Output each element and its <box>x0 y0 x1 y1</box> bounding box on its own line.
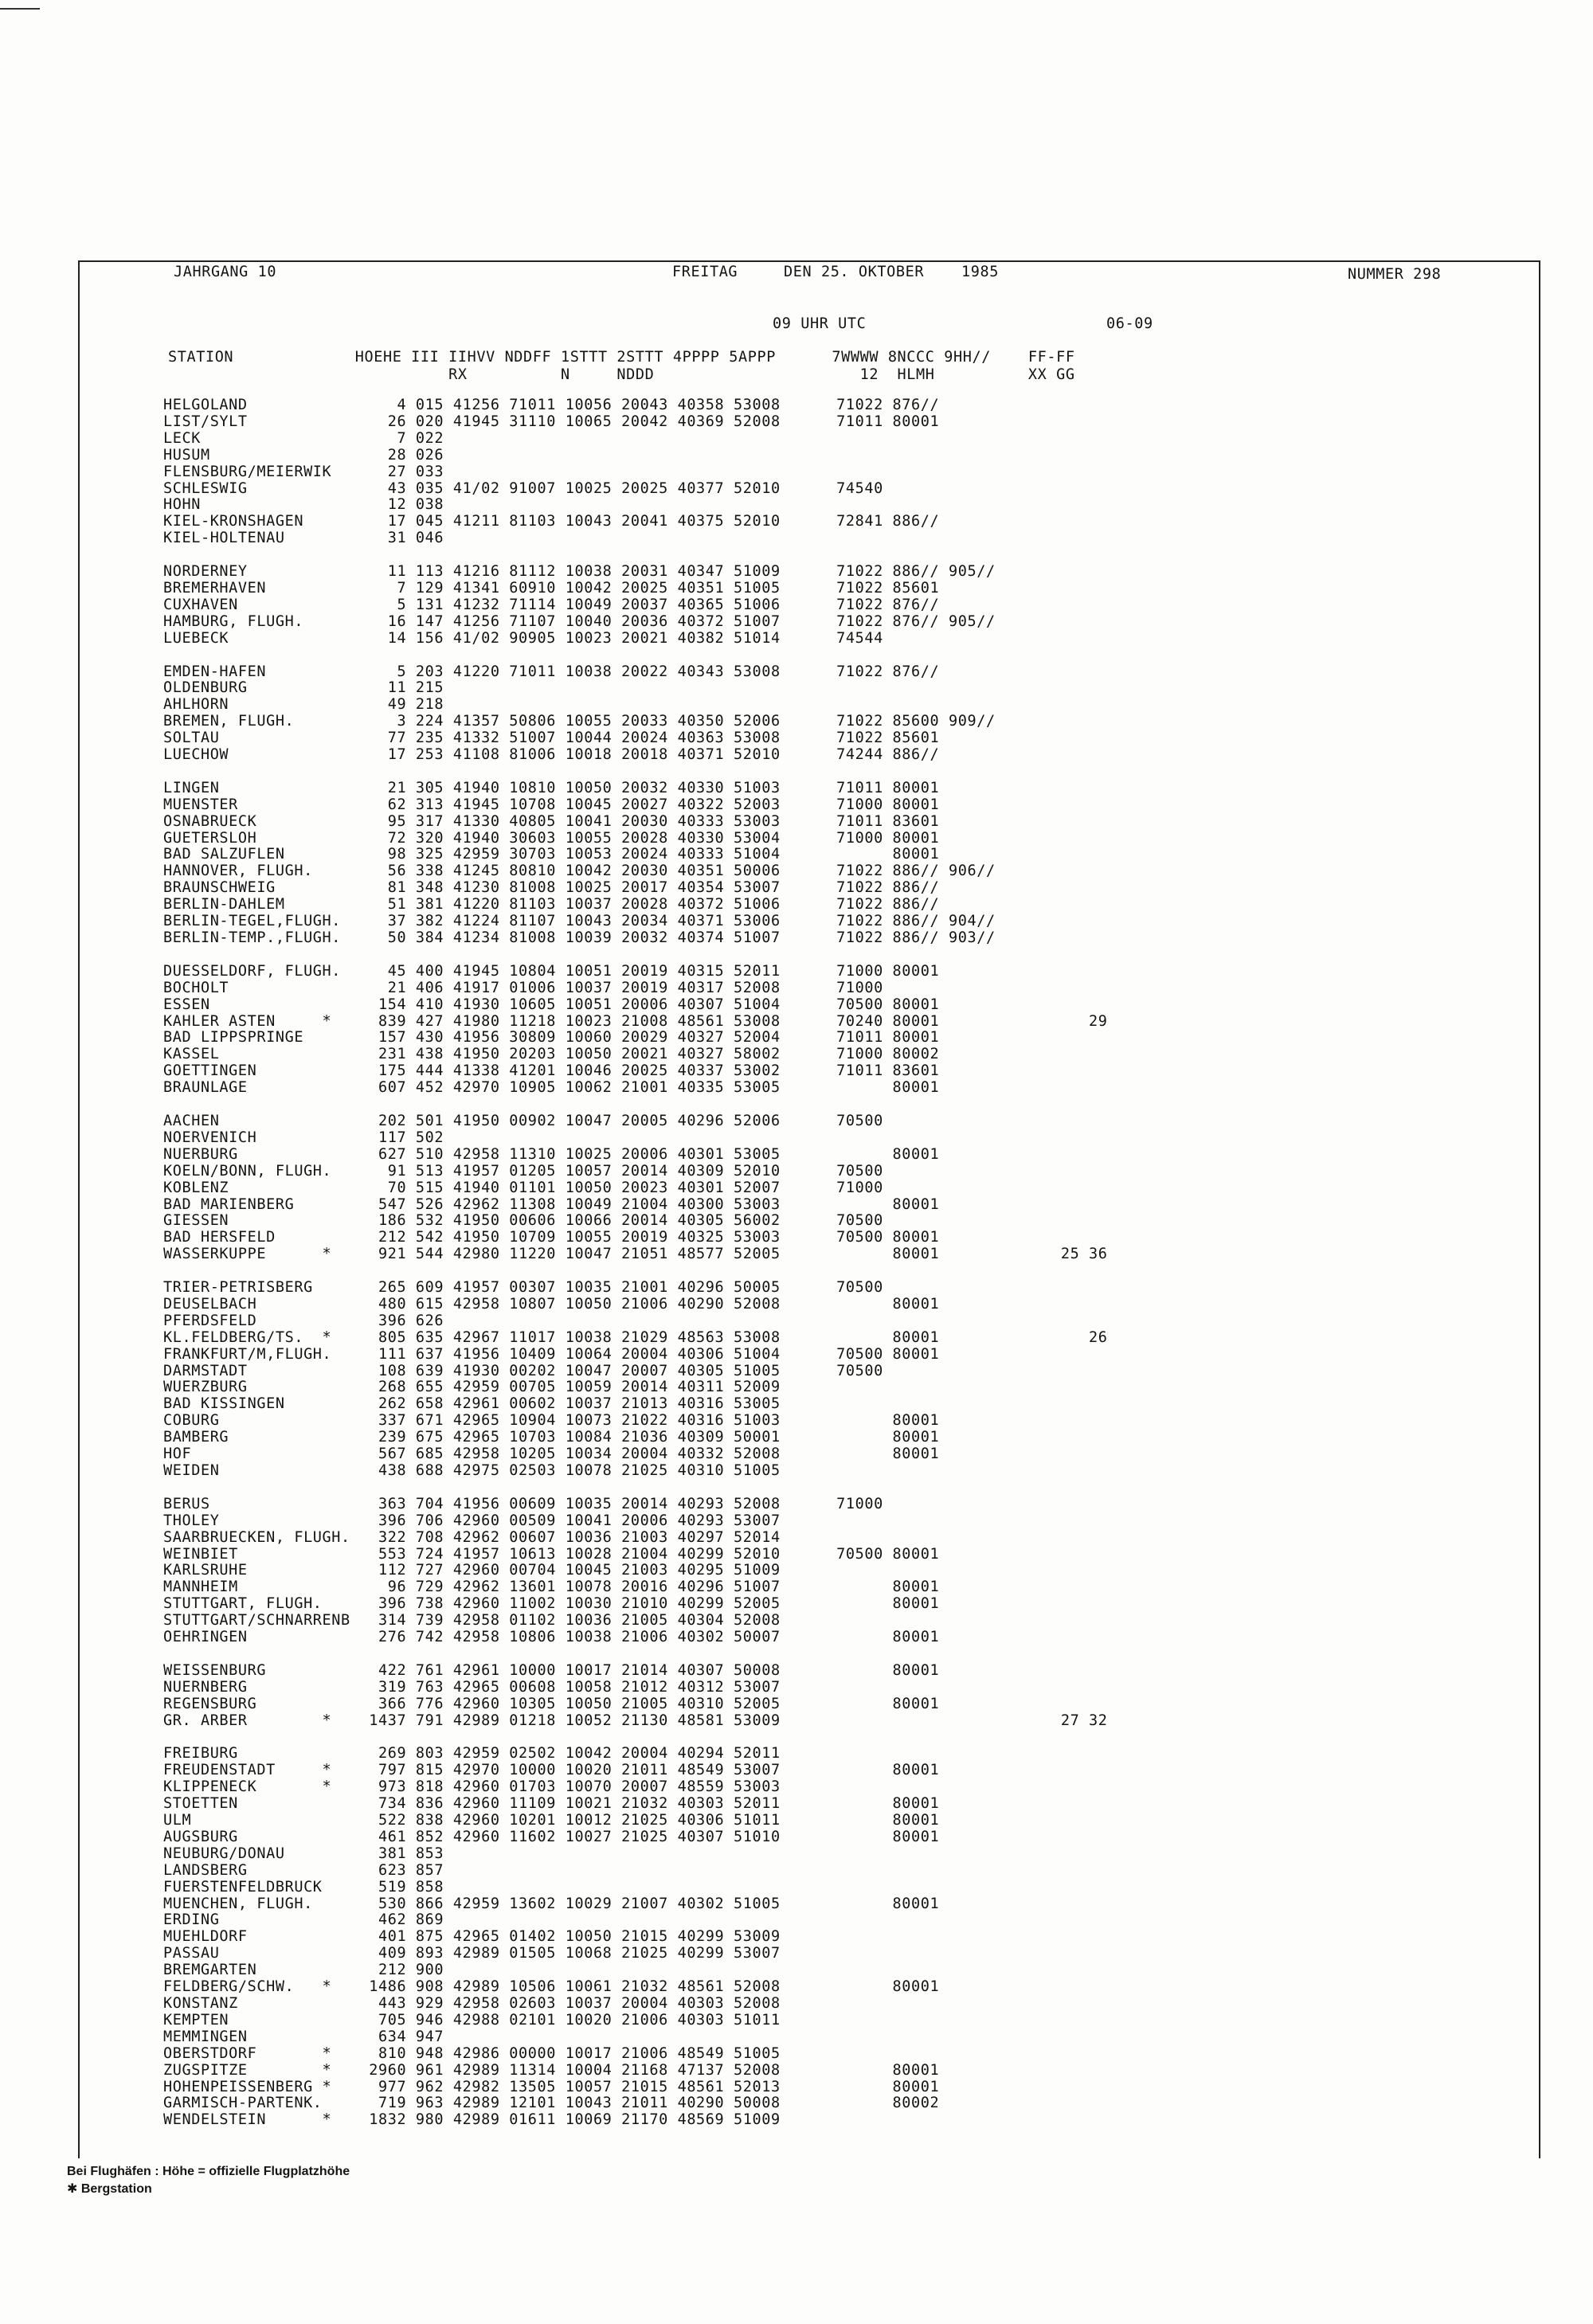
station-data-table: HELGOLAND 4 015 41256 71011 10056 20043 40358 53008 71022 876// LIST/SYLT 26 020 41945 31110 10065 20042 40369 52008 71011 80001 LECK 7 022 HUSUM 28 026 FLENSBURG/MEIERWIK 27 033 SCHLESWIG 43 035 41/02 91007 10025 20025 40377 52010 74540 HOHN 12 038 KIEL-KRONSHAGEN 17 045 41211 81103 10043 20041 40375 52010 72841 886// KIEL-HOLTENAU 31 046 NORDERNEY 11 113 41216 81112 10038 20031 40347 51009 71022 886// 905// BREMERHAVEN 7 129 41341 60910 10042 20025 40351 51005 71022 85601 CUXHAVEN 5 131 41232 71114 10049 20037 40365 51006 71022 876// HAMBURG, FLUGH. 16 147 41256 71107 10040 20036 40372 51007 71022 876// 905// LUEBECK 14 156 41/02 90905 10023 20021 40382 51014 74544 EMDEN-HAFEN 5 203 41220 71011 10038 20022 40343 53008 71022 876// OLDENBURG 11 215 AHLHORN 49 218 BREMEN, FLUGH. 3 224 41357 50806 10055 20033 40350 52006 71022 85600 909// SOLTAU 77 235 41332 51007 10044 20024 40363 53008 71022 85601 LUECHOW 17 253 41108 81006 10018 20018 40371 52010 74244 886// LINGEN 21 305 41940 10810 10050 20032 40330 51003 71011 80001 MUENSTER 62 313 41945 10708 10045 20027 40322 52003 71000 80001 OSNABRUECK 95 317 41330 40805 10041 20030 40333 53003 71011 83601 GUETERSLOH 72 320 41940 30603 10055 20028 40330 53004 71000 80001 BAD SALZUFLEN 98 325 42959 30703 10053 20024 40333 51004 80001 HANNOVER, FLUGH. 56 338 41245 80810 10042 20030 40351 50006 71022 886// 906// BRAUNSCHWEIG 81 348 41230 81008 10025 20017 40354 53007 71022 886// BERLIN-DAHLEM 51 381 41220 81103 10037 20028 40372 51006 71022 886// BERLIN-TEGEL,FLUGH. 37 382 41224 81107 10043 20034 40371 53006 71022 886// 904// BERLIN-TEMP.,FLUGH. 50 384 41234 81008 10039 20032 40374 51007 71022 886// 903// DUESSELDORF, FLUGH. 45 400 41945 10804 10051 20019 40315 52011 71000 80001 BOCHOLT 21 406 41917 01006 10037 20019 40317 52008 71000 ESSEN 154 410 41930 10605 10051 20006 40307 51004 70500 80001 KAHLER ASTEN * 839 427 41980 11218 10023 21008 48561 53008 70240 80001 29 BAD LIPPSPRINGE 157 430 41956 30809 10060 20029 40327 52004 71011 80001 KASSEL 231 438 41950 20203 10050 20021 40327 58002 71000 80002 GOETTINGEN 175 444 41338 41201 10046 20025 40337 53002 71011 83601 BRAUNLAGE 607 452 42970 10905 10062 21001 40335 53005 80001 AACHEN 202 501 41950 00902 10047 20005 40296 52006 70500 NOERVENICH 117 502 NUERBURG 627 510 42958 11310 10025 20006 40301 53005 80001 KOELN/BONN, FLUGH. 91 513 41957 01205 10057 20014 40309 52010 70500 KOBLENZ 70 515 41940 01101 10050 20023 40301 52007 71000 BAD MARIENBERG 547 526 42962 11308 10049 21004 40300 53003 80001 GIESSEN 186 532 41950 00606 10066 20014 40305 56002 70500 BAD HERSFELD 212 542 41950 10709 10055 20019 40325 53003 70500 80001 WASSERKUPPE * 921 544 42980 11220 10047 21051 48577 52005 80001 25 36 TRIER-PETRISBERG 265 609 41957 00307 10035 21001 40296 50005 70500 DEUSELBACH 480 615 42958 10807 10050 21006 40290 52008 80001 PFERDSFELD 396 626 KL.FELDBERG/TS. * 805 635 42967 11017 10038 21029 48563 53008 80001 26 FRANKFURT/M,FLUGH. 111 637 41956 10409 10064 20004 40306 51004 70500 80001 DARMSTADT 108 639 41930 00202 10047 20007 40305 51005 70500 WUERZBURG 268 655 42959 00705 10059 20014 40311 52009 BAD KISSINGEN 262 658 42961 00602 10037 21013 40316 53005 COBURG 337 671 42965 10904 10073 21022 40316 51003 80001 BAMBERG 239 675 42965 10703 10084 21036 40309 50001 80001 HOF 567 685 42958 10205 10034 20004 40332 52008 80001 WEIDEN 438 688 42975 02503 10078 21025 40310 51005 BERUS 363 704 41956 00609 10035 20014 40293 52008 71000 THOLEY 396 706 42960 00509 10041 20006 40293 53007 SAARBRUECKEN, FLUGH. 322 708 42962 00607 10036 21003 40297 52014 WEINBIET 553 724 41957 10613 10028 21004 40299 52010 70500 80001 KARLSRUHE 112 727 42960 00704 10045 21003 40295 51009 MANNHEIM 96 729 42962 13601 10078 20016 40296 51007 80001 STUTTGART, FLUGH. 396 738 42960 11002 10030 21010 40299 52005 80001 STUTTGART/SCHNARRENB 314 739 42958 01102 10036 21005 40304 52008 OEHRINGEN 276 742 42958 10806 10038 21006 40302 50007 80001 WEISSENBURG 422 761 42961 10000 10017 21014 40307 50008 80001 NUERNBERG 319 763 42965 00608 10058 21012 40312 53007 REGENSBURG 366 776 42960 10305 10050 21005 40310 52005 80001 GR. ARBER * 1437 791 42989 01218 10052 21130 48581 53009 27 32 FREIBURG 269 803 42959 02502 10042 20004 40294 52011 FREUDENSTADT * 797 815 42970 10000 10020 21011 48549 53007 80001 KLIPPENECK * 973 818 42960 01703 10070 20007 48559 53003 STOETTEN 734 836 42960 11109 10021 21032 40303 52011 80001 ULM 522 838 42960 10201 10012 21025 40306 51011 80001 AUGSBURG 461 852 42960 11602 10027 21025 40307 51010 80001 NEUBURG/DONAU 381 853 LANDSBERG 623 857 FUERSTENFELDBRUCK 519 858 MUENCHEN, FLUGH. 530 866 42959 13602 10029 21007 40302 51005 80001 ERDING 462 869 MUEHLDORF 401 875 42965 01402 10050 21015 40299 53009 PASSAU 409 893 42989 01505 10068 21025 40299 53007 BREMGARTEN 212 900 FELDBERG/SCHW. * 1486 908 42989 10506 10061 21032 48561 52008 80001 KONSTANZ 443 929 42958 02603 10037 20004 40303 52008 KEMPTEN 705 946 42988 02101 10020 21006 40303 51011 MEMMINGEN 634 947 OBERSTDORF * 810 948 42986 00000 10017 21006 48549 51005 ZUGSPITZE * 2960 961 42989 11314 10004 21168 47137 52008 80001 HOHENPEISSENBERG * 977 962 42982 13505 10057 21015 48561 52013 80001 GARMISCH-PARTENK. 719 963 42989 12101 10043 21011 40290 50008 80002 WENDELSTEIN * 1832 980 42989 01611 10069 21170 48569 51009 <box>163 397 1108 2129</box>
observation-time: 09 UHR UTC <box>773 315 867 332</box>
column-header-line-1: STATION HOEHE III IIHVV NDDFF 1STTT 2STTT 4PPPP 5APPP 7WWWW 8NCCC 9HH// FF-FF <box>168 349 1075 366</box>
period-range: 06-09 <box>1106 315 1153 332</box>
issue-number: NUMMER 298 <box>1348 266 1442 283</box>
top-left-rule <box>0 8 40 10</box>
jahrgang-label: JAHRGANG 10 <box>174 264 277 280</box>
column-header-line-2: RX N NDDD 12 HLMH XX GG <box>168 366 1075 383</box>
weekday-label: FREITAG <box>672 264 738 280</box>
footnote-airport-height: Bei Flughäfen : Höhe = offizielle Flugplatzhöhe <box>67 2165 350 2178</box>
footnote-mountain-station: ✱ Bergstation <box>67 2182 152 2196</box>
date-label: DEN 25. OKTOBER 1985 <box>784 264 999 280</box>
